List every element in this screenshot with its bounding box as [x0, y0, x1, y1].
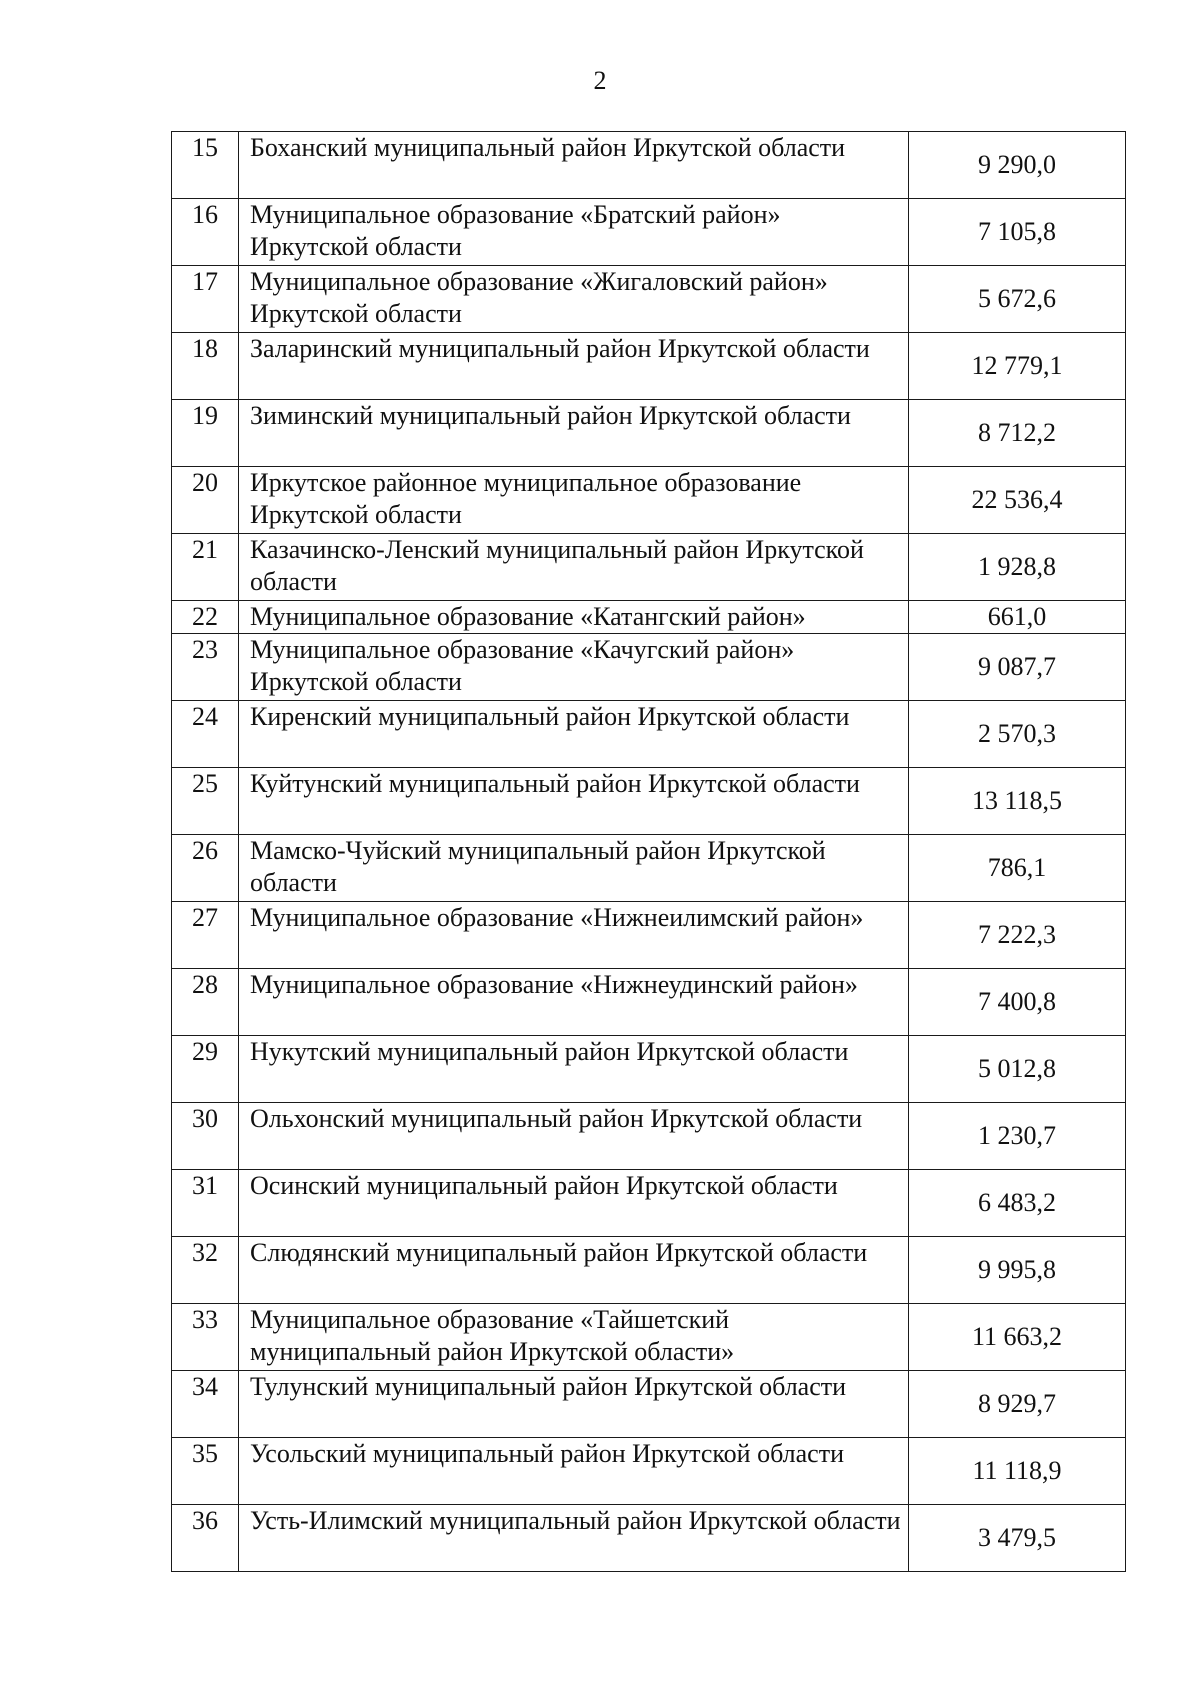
page-number: 2 [593, 66, 607, 95]
row-name: Киренский муниципальный район Иркутской области [239, 701, 909, 768]
row-number: 26 [172, 835, 239, 902]
row-number: 15 [172, 132, 239, 199]
row-value: 786,1 [909, 835, 1126, 902]
table-row [172, 634, 1126, 701]
row-name: Муниципальное образование «Жигаловский район» Иркутской области [239, 266, 909, 333]
table-row [172, 1170, 1126, 1237]
row-value: 7 105,8 [909, 199, 1126, 266]
table-row [172, 400, 1126, 467]
table-row [172, 467, 1126, 534]
row-value: 22 536,4 [909, 467, 1126, 534]
row-number: 16 [172, 199, 239, 266]
row-number: 19 [172, 400, 239, 467]
row-number: 36 [172, 1505, 239, 1572]
table-row [172, 534, 1126, 601]
row-number: 28 [172, 969, 239, 1036]
row-name: Усольский муниципальный район Иркутской области [239, 1438, 909, 1505]
row-number: 27 [172, 902, 239, 969]
table-row [172, 132, 1126, 199]
table-row [172, 1036, 1126, 1103]
row-value: 11 118,9 [909, 1438, 1126, 1505]
row-value: 11 663,2 [909, 1304, 1126, 1371]
row-number: 32 [172, 1237, 239, 1304]
row-number: 22 [172, 601, 239, 634]
row-number: 30 [172, 1103, 239, 1170]
row-number: 29 [172, 1036, 239, 1103]
table-row [172, 1103, 1126, 1170]
row-value: 12 779,1 [909, 333, 1126, 400]
row-number: 17 [172, 266, 239, 333]
table-row [172, 1237, 1126, 1304]
row-name: Муниципальное образование «Качугский район» Иркутской области [239, 634, 909, 701]
row-value: 8 929,7 [909, 1371, 1126, 1438]
row-number: 25 [172, 768, 239, 835]
row-name: Нукутский муниципальный район Иркутской области [239, 1036, 909, 1103]
row-name: Муниципальное образование «Тайшетский муниципальный район Иркутской области» [239, 1304, 909, 1371]
row-name: Ольхонский муниципальный район Иркутской области [239, 1103, 909, 1170]
row-name: Муниципальное образование «Нижнеилимский район» [239, 902, 909, 969]
row-value: 5 672,6 [909, 266, 1126, 333]
row-name: Муниципальное образование «Нижнеудинский район» [239, 969, 909, 1036]
row-number: 33 [172, 1304, 239, 1371]
table-row [172, 969, 1126, 1036]
row-value: 13 118,5 [909, 768, 1126, 835]
table-row [172, 1304, 1126, 1371]
row-name: Мамско-Чуйский муниципальный район Иркутской области [239, 835, 909, 902]
row-name: Тулунский муниципальный район Иркутской области [239, 1371, 909, 1438]
table-row [172, 902, 1126, 969]
row-value: 661,0 [909, 601, 1126, 634]
row-name: Муниципальное образование «Братский район» Иркутской области [239, 199, 909, 266]
row-number: 21 [172, 534, 239, 601]
row-name: Куйтунский муниципальный район Иркутской области [239, 768, 909, 835]
table-row [172, 199, 1126, 266]
row-name: Усть-Илимский муниципальный район Иркутской области [239, 1505, 909, 1572]
row-number: 35 [172, 1438, 239, 1505]
row-value: 7 222,3 [909, 902, 1126, 969]
row-value: 9 087,7 [909, 634, 1126, 701]
row-name: Муниципальное образование «Катангский район» [239, 601, 909, 634]
row-name: Казачинско-Ленский муниципальный район Иркутской области [239, 534, 909, 601]
row-value: 8 712,2 [909, 400, 1126, 467]
row-number: 34 [172, 1371, 239, 1438]
row-value: 7 400,8 [909, 969, 1126, 1036]
row-name: Заларинский муниципальный район Иркутской области [239, 333, 909, 400]
table-row [172, 333, 1126, 400]
row-value: 3 479,5 [909, 1505, 1126, 1572]
row-value: 9 290,0 [909, 132, 1126, 199]
table-row [172, 835, 1126, 902]
row-name: Слюдянский муниципальный район Иркутской области [239, 1237, 909, 1304]
table-row [172, 266, 1126, 333]
table-row [172, 1371, 1126, 1438]
table-row [172, 601, 1126, 634]
row-value: 1 230,7 [909, 1103, 1126, 1170]
row-value: 5 012,8 [909, 1036, 1126, 1103]
table-row [172, 1438, 1126, 1505]
row-number: 23 [172, 634, 239, 701]
row-value: 6 483,2 [909, 1170, 1126, 1237]
row-number: 20 [172, 467, 239, 534]
row-value: 2 570,3 [909, 701, 1126, 768]
row-name: Осинский муниципальный район Иркутской области [239, 1170, 909, 1237]
row-number: 24 [172, 701, 239, 768]
row-name: Зиминский муниципальный район Иркутской области [239, 400, 909, 467]
municipal-table [171, 131, 1126, 1572]
table-row [172, 768, 1126, 835]
row-value: 1 928,8 [909, 534, 1126, 601]
table-row [172, 1505, 1126, 1572]
row-name: Иркутское районное муниципальное образование Иркутской области [239, 467, 909, 534]
row-number: 31 [172, 1170, 239, 1237]
table-row [172, 701, 1126, 768]
row-name: Боханский муниципальный район Иркутской области [239, 132, 909, 199]
row-value: 9 995,8 [909, 1237, 1126, 1304]
row-number: 18 [172, 333, 239, 400]
